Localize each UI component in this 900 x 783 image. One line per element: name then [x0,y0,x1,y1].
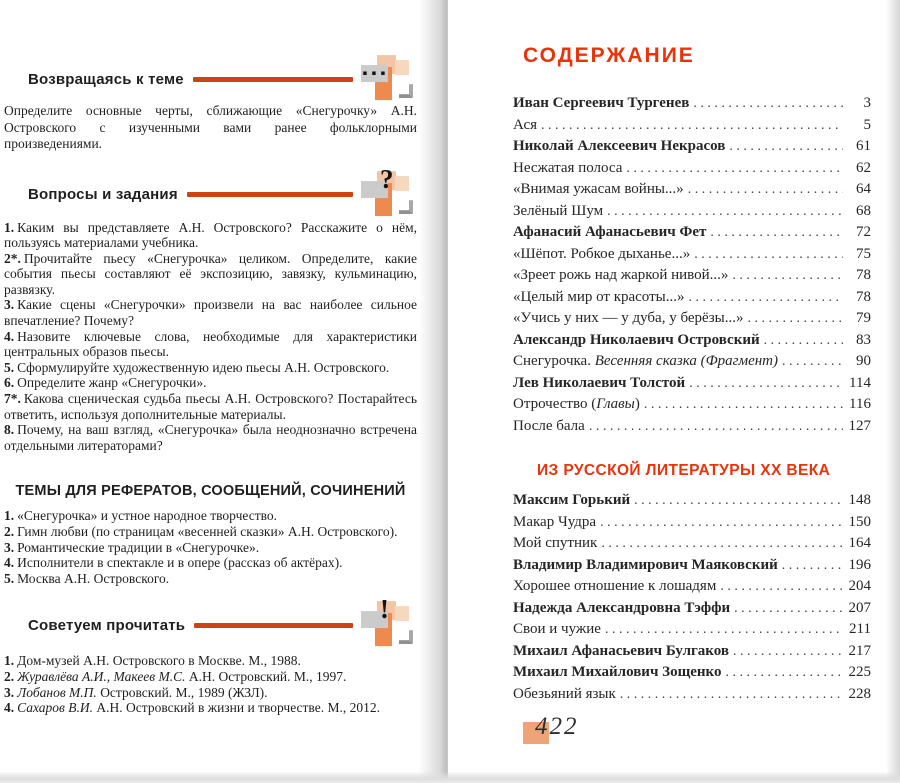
dot-leader [626,161,843,177]
dot-leader [733,644,843,660]
toc-page-number: 164 [848,535,871,551]
dot-leader [600,515,843,531]
dot-leader [694,247,843,263]
toc-title: СОДЕРЖАНИЕ [523,44,695,67]
toc-entry: «Внимая ужасам войны...» ..... 64 [513,181,871,203]
toc-page-number: 196 [848,556,871,573]
theme-item: 5. Москва А.Н. Островского. [4,570,170,586]
theme-item: 4. Исполнители в спектакле и в опере (рассказ об актёрах). [4,555,343,571]
toc-page-number: 64 [856,181,871,197]
question-item: 2*. Прочитайте пьесу «Снегурочка» целиком. Определите, какие события пьесы составляют её экспозицию, завязку, кульминацию, развязку. [4,250,417,297]
page-gutter-shadow [419,0,448,783]
toc-page-number: 3 [863,95,871,111]
toc-page-number: 79 [856,310,871,326]
dot-leader [710,225,843,241]
toc-entry: Отрочество (Главы) ..... 116 [513,396,871,418]
left-page [0,0,447,770]
page-footer [513,711,871,747]
dot-leader [747,311,843,327]
right-page [447,0,887,770]
dot-leader [732,268,843,284]
section-title: Возвращаясь к теме [28,70,184,88]
dot-leader [601,536,843,552]
toc-entry: «Целый мир от красоты...» ..... 78 [513,289,871,311]
toc-entry: Макар Чудра ..... 150 [513,514,871,536]
dot-leader [725,665,843,681]
question-item: 5. Сформулируйте художественную идею пьесы А.Н. Островского. [4,359,390,375]
toc-page-number: 61 [856,138,871,154]
toc-page-number: 211 [849,621,871,637]
toc-page-number: 148 [848,492,871,508]
toc-entry: Михаил Афанасьевич Булгаков ..... 217 [513,643,871,665]
question-item: 1. Каким вы представляете А.Н. Островского? Расскажите о нём, пользуясь материалами учебника. [4,219,417,251]
toc-entry: Лев Николаевич Толстой ..... 114 [513,375,871,397]
themes-heading: ТЕМЫ ДЛЯ РЕФЕРАТОВ, СООБЩЕНИЙ, СОЧИНЕНИЙ [15,483,406,500]
recommend-list [4,653,417,715]
toc-page-number: 62 [856,159,871,176]
recommend-item: 1. Дом-музей А.Н. Островского в Москве. М., 1988. [4,653,301,669]
toc-entry: Михаил Михайлович Зощенко ..... 225 [513,664,871,686]
theme-item: 3. Романтические традиции в «Снегурочке». [4,539,260,555]
toc-entry: Надежда Александровна Тэффи ..... 207 [513,600,871,622]
toc-entry: Максим Горький ..... 148 [513,492,871,514]
returning-paragraph: Определите основные черты, сближающие «Снегурочку» А.Н. Островского с изученными вами ранее фольклорными произведениями. [4,103,417,151]
toc-entry: Хорошее отношение к лошадям ..... 204 [513,578,871,600]
toc-entry: После бала ..... 127 [513,418,871,440]
toc-entry: «Учись у них — у дуба, у берёзы...» ..... 79 [513,310,871,332]
page-bottom-edge [0,772,900,783]
toc-entry: Свои и чужие ..... 211 [513,621,871,643]
questions-list [4,220,417,454]
toc-page-number: 78 [856,288,871,305]
toc-page-number: 75 [856,245,871,262]
toc-list-1 [513,95,871,439]
dot-leader [605,622,843,638]
recommend-item: 3. Лобанов М.П. Островский. М., 1989 (ЖЗЛ). [4,684,268,700]
toc-page-number: 127 [848,417,871,434]
question-item: 8. Почему, на ваш взгляд, «Снегурочка» была неоднозначно встречена отдельными литераторами? [4,422,417,453]
page-right-edge [886,0,900,783]
dot-leader [688,182,843,198]
toc-entry: Афанасий Афанасьевич Фет ..... 72 [513,224,871,246]
orange-rule [194,623,353,628]
dot-leader [689,376,843,392]
dot-leader [644,397,843,413]
dot-leader [729,139,843,155]
toc-entry: Ася ..... 5 [513,117,871,139]
dot-leader [720,579,843,595]
question-item: 4. Назовите ключевые слова, необходимые для характеристики центральных образов пьесы. [4,328,417,360]
toc-entry: Александр Николаевич Островский ..... 83 [513,332,871,354]
toc-list-2 [513,492,871,707]
dot-leader [764,333,843,349]
dot-leader [620,687,843,703]
orange-rule [187,192,353,197]
toc-entry: «Шёпот. Робкое дыханье...» ..... 75 [513,246,871,268]
question-item: 3. Какие сцены «Снегурочки» произвели на вас наиболее сильное впечатление? Почему? [4,297,417,329]
toc-page-number: 207 [848,599,871,616]
toc-page-number: 83 [856,331,871,348]
section-header-returning [4,64,415,94]
toc-entry: Несжатая полоса ..... 62 [513,160,871,182]
dot-leader [541,118,843,134]
question-item: 6. Определите жанр «Снегурочки». [4,375,207,391]
toc-page-number: 225 [848,664,871,680]
toc-entry: Зелёный Шум ..... 68 [513,203,871,225]
dot-leader [689,290,844,306]
dot-leader [782,354,843,370]
toc-entry: «Зреет рожь над жаркой нивой...» ..... 78 [513,267,871,289]
exclamation-icon: ! [361,601,413,647]
toc-entry: Иван Сергеевич Тургенев ..... 3 [513,95,871,117]
toc-page-number: 78 [856,267,871,283]
toc-page-number: 217 [848,642,871,659]
toc-page-number: 72 [856,224,871,240]
theme-item: 1. «Снегурочка» и устное народное творчество. [4,508,278,524]
toc-entry: Обезьяний язык ..... 228 [513,686,871,708]
toc-page-number: 150 [848,513,871,530]
themes-list [4,508,417,586]
section-header-recommend [4,594,415,640]
dot-leader [589,419,843,435]
toc-page-number: 68 [856,202,871,219]
section-title: Вопросы и задания [28,186,178,203]
dot-leader [634,493,843,509]
toc-entry: Николай Алексеевич Некрасов ..... 61 [513,138,871,160]
question-icon: ? [361,171,413,217]
toc-page-number: 228 [848,685,871,702]
orange-rule [193,77,353,82]
toc-page-number: 5 [863,116,871,133]
toc-entry: Владимир Владимирович Маяковский ..... 196 [513,557,871,579]
toc-section-heading: ИЗ РУССКОЙ ЛИТЕРАТУРЫ XX ВЕКА [537,462,831,479]
toc-page-number: 90 [856,353,871,369]
dot-leader [734,601,843,617]
toc-entry: Снегурочка. Весенняя сказка (Фрагмент) ..... 90 [513,353,871,375]
toc-page-number: 114 [849,374,871,391]
section-title: Советуем прочитать [28,616,186,634]
toc-page-number: 204 [848,578,871,594]
question-item: 7*. Какова сценическая судьба пьесы А.Н. Островского? Постарайтесь ответить, используя дополнительные материалы. [4,391,417,422]
dot-leader [607,204,843,220]
section-header-questions [4,163,415,210]
ellipsis-icon: ▪ ▪ ▪ [361,55,413,101]
dot-leader [782,558,843,574]
recommend-item: 2. Журавлёва А.И., Макеев М.С. А.Н. Островский. М., 1997. [4,668,347,684]
dot-leader [693,96,843,112]
theme-item: 2. Гимн любви (по страницам «весенней сказки» А.Н. Островского). [4,524,398,539]
page-number: 422 [535,713,579,740]
toc-entry: Мой спутник ..... 164 [513,535,871,557]
toc-page-number: 116 [849,396,871,412]
recommend-item: 4. Сахаров В.И. А.Н. Островский в жизни и творчестве. М., 2012. [4,700,380,716]
